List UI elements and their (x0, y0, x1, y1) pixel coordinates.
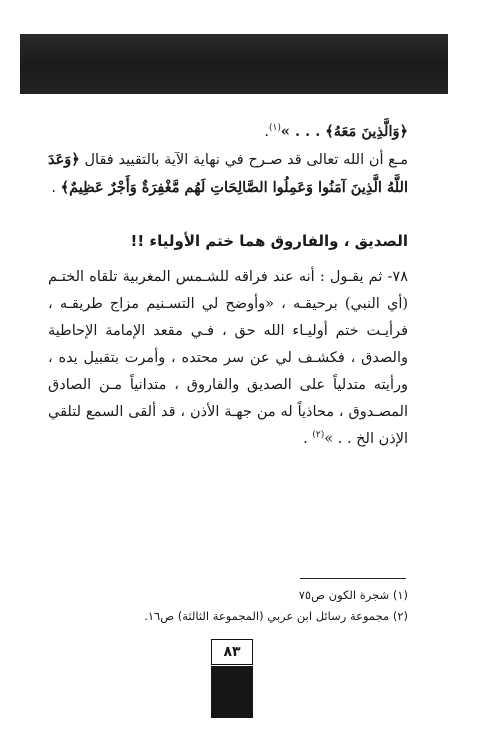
quran-verse: ﴿وَعَدَ اللَّهُ الَّذِينَ آمَنُوا وَعَمِلُوا الصَّالِحَاتِ لَهُم مَّغْفِرَةٌ وَأَجْرٌ عَظِيمٌ﴾ (48, 151, 408, 196)
paragraph-1-text: مـع أن الله تعالى قد صـرح في نهاية الآية بالتقييد فقال (84, 152, 409, 168)
paragraph-2 (48, 264, 408, 453)
footnotes (48, 585, 408, 627)
paragraph-1 (48, 146, 408, 202)
quran-verse-tail: ﴿وَالَّذِينَ مَعَهُ﴾ . . . » (280, 123, 408, 140)
header-band (20, 34, 448, 94)
quote-tail-line: ﴿وَالَّذِينَ مَعَهُ﴾ . . . »$^{(١)}$. (264, 123, 408, 140)
page-number: ٨٣ (211, 639, 253, 665)
footnote-divider (300, 578, 406, 579)
section-heading: الصديق ، والفاروق هما ختم الأولياء !! (130, 232, 408, 250)
paragraph-2-text: ٧٨- ثم يقـول : أنه عند فراقه للشـمس المغربية تلقاه الختـم (أي النبي) برحيقـه ، «وأوضح لي التسـنيم مزاج طريقـه ، فرأيـت ختم أوليـاء الله حق ، فـي مقعد الإمامة الإحاطية والصدق ، فكشـف لي عن سر محتده ، وأمرت بتقبيل يده ، ورأيته متدلياً على الصديق والفاروق ، متدانياً مـن الصادق المصـدوق ، محاذياً له من جهـة الأذن ، قد ألقى السمع لتلقي الإذن الخ . . » (48, 269, 408, 447)
footnote-ref-1: (١) (269, 123, 281, 134)
footnote-ref-2: (٢) (312, 430, 325, 441)
page-tab-bar (211, 666, 253, 718)
footnote-1: (١) شجرة الكون ص٧٥ (298, 588, 408, 602)
paragraph-2-end: . (303, 431, 313, 447)
page-body (48, 118, 408, 453)
footnote-2: (٢) مجموعة رسائل ابن عربي (المجموعة الثالثة) ص١٦. (144, 609, 408, 623)
paragraph-1-end: . (51, 180, 61, 196)
